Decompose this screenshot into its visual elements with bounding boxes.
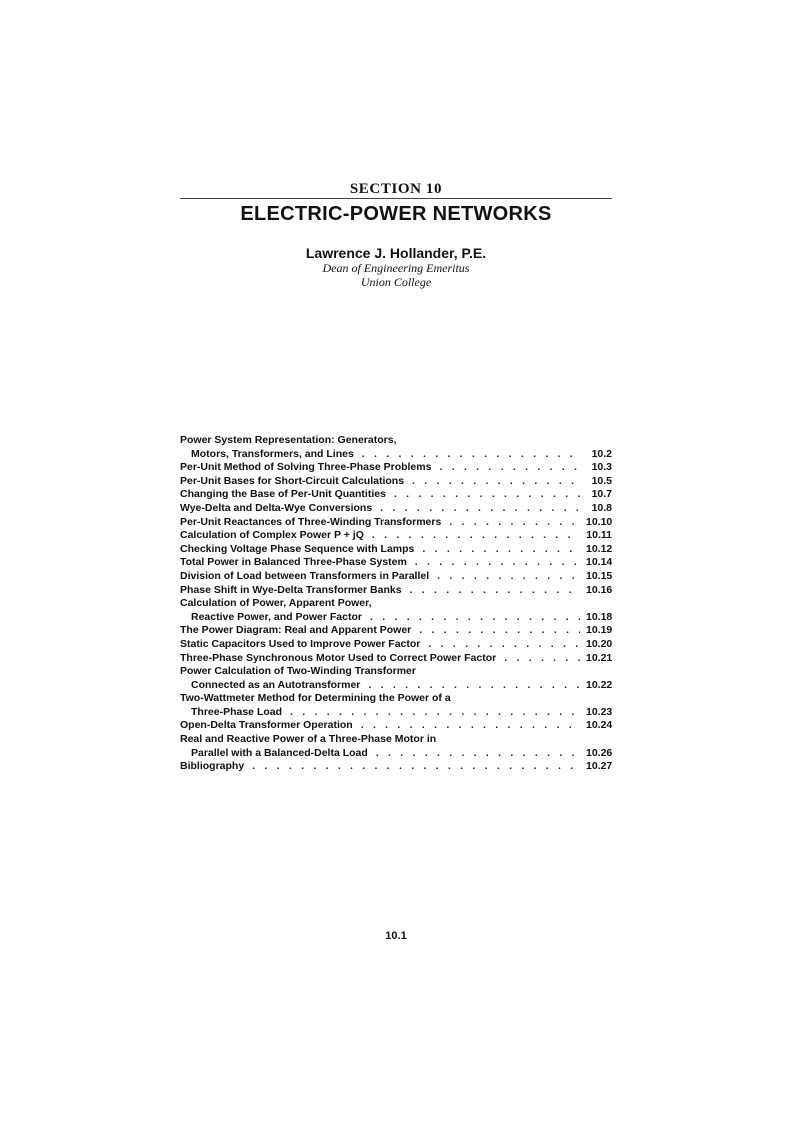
toc-page-number: 10.15 [586,569,613,582]
dot-leader [428,638,580,652]
toc-page-number: 10.11 [586,529,612,542]
author-affiliation-line2: Union College [360,275,432,289]
dot-leader [422,543,580,557]
toc-entry-line-with-page [180,611,612,625]
toc-entry-line [180,434,612,448]
toc-entry[interactable] [180,570,612,584]
toc-entry-line [180,665,612,679]
toc-page-number: 10.27 [586,760,613,773]
section-rule [180,198,612,199]
toc-page-number: 10.19 [586,624,613,637]
toc-entry-title: Total Power in Balanced Three-Phase System [180,556,407,569]
toc-page-number: 10.10 [586,515,613,528]
toc-entry-line-with-page [180,747,612,761]
dot-leader [252,760,580,774]
dot-leader [376,747,580,761]
dot-leader [449,516,580,530]
table-of-contents [180,434,612,774]
toc-entry[interactable] [180,543,612,557]
chapter-title: ELECTRIC-POWER NETWORKS [240,203,552,225]
toc-entry[interactable] [180,597,612,624]
toc-entry-title: Parallel with a Balanced-Delta Load [191,746,368,759]
toc-entry-title: Motors, Transformers, and Lines [191,447,354,460]
page-folio: 10.1 [385,930,407,942]
toc-entry-title: Per-Unit Reactances of Three-Winding Transformers [180,515,442,528]
toc-entry-title: Connected as an Autotransformer [191,678,361,691]
toc-entry[interactable] [180,638,612,652]
toc-entry-title: The Power Diagram: Real and Apparent Power [180,624,412,637]
toc-entry[interactable] [180,434,612,461]
dot-leader [361,719,580,733]
toc-entry-title: Three-Phase Load [191,705,283,718]
toc-entry-line [180,733,612,747]
toc-entry-line-with-page [180,679,612,693]
toc-entry-title: Two-Wattmeter Method for Determining the Power of a [180,692,451,705]
toc-entry-line-with-page [180,719,612,733]
dot-leader [412,475,580,489]
toc-page-number: 10.16 [586,583,613,596]
toc-entry-title: Calculation of Complex Power P + jQ [180,529,364,542]
toc-entry-title: Wye-Delta and Delta-Wye Conversions [180,501,373,514]
toc-entry-line-with-page [180,488,612,502]
toc-entry-title: Static Capacitors Used to Improve Power Factor [180,637,421,650]
toc-entry-title: Reactive Power, and Power Factor [191,610,362,623]
toc-entry-title: Three-Phase Synchronous Motor Used to Correct Power Factor [180,651,497,664]
dot-leader [437,570,580,584]
toc-entry-title: Real and Reactive Power of a Three-Phase Motor in [180,733,437,746]
toc-entry-line [180,597,612,611]
toc-entry-line [180,692,612,706]
toc-page-number: 10.24 [586,719,613,732]
toc-entry[interactable] [180,556,612,570]
toc-entry[interactable] [180,516,612,530]
toc-entry[interactable] [180,475,612,489]
dot-leader [368,679,580,693]
toc-entry-title: Power System Representation: Generators, [180,434,397,446]
dot-leader [370,611,580,625]
toc-entry-line-with-page [180,570,612,584]
toc-page-number: 10.22 [586,678,613,691]
toc-page-number: 10.2 [591,447,612,460]
toc-entry-line-with-page [180,638,612,652]
toc-page-number: 10.23 [586,705,613,718]
toc-entry[interactable] [180,584,612,598]
toc-entry-line-with-page [180,760,612,774]
toc-entry[interactable] [180,529,612,543]
toc-entry-line-with-page [180,624,612,638]
toc-entry-title: Per-Unit Method of Solving Three-Phase Problems [180,461,432,474]
toc-entry-title: Division of Load between Transformers in Parallel [180,569,430,582]
toc-entry-line-with-page [180,461,612,475]
toc-entry-line-with-page [180,516,612,530]
author-name: Lawrence J. Hollander, P.E. [305,245,487,261]
toc-entry[interactable] [180,665,612,692]
toc-page-number: 10.18 [586,610,613,623]
dot-leader [372,529,580,543]
toc-page-number: 10.14 [586,556,613,569]
toc-page-number: 10.7 [591,488,612,501]
toc-entry[interactable] [180,733,612,760]
toc-entry-title: Power Calculation of Two-Winding Transformer [180,665,416,678]
dot-leader [290,706,580,720]
toc-page-number: 10.26 [586,746,613,759]
toc-entry-line-with-page [180,652,612,666]
toc-entry-line-with-page [180,556,612,570]
toc-entry-title: Phase Shift in Wye-Delta Transformer Banks [180,583,402,596]
toc-entry-title: Checking Voltage Phase Sequence with Lamps [180,542,415,555]
toc-page-number: 10.12 [586,542,613,555]
dot-leader [380,502,580,516]
toc-entry-title: Changing the Base of Per-Unit Quantities [180,488,386,501]
toc-page-number: 10.21 [586,651,613,664]
dot-leader [419,624,580,638]
dot-leader [394,488,580,502]
toc-entry-line-with-page [180,448,612,462]
toc-page-number: 10.5 [591,474,612,487]
toc-entry-title: Per-Unit Bases for Short-Circuit Calculations [180,474,405,487]
toc-entry[interactable] [180,692,612,719]
section-label: SECTION 10 [349,181,443,197]
toc-entry-line-with-page [180,706,612,720]
toc-entry-title: Bibliography [180,760,245,773]
toc-entry[interactable] [180,760,612,774]
toc-entry[interactable] [180,461,612,475]
dot-leader [439,461,580,475]
author-affiliation-line1: Dean of Engineering Emeritus [322,261,470,275]
dot-leader [504,652,580,666]
toc-entry[interactable] [180,624,612,638]
toc-entry-line-with-page [180,502,612,516]
toc-entry[interactable] [180,652,612,666]
dot-leader [415,556,580,570]
toc-entry-line-with-page [180,584,612,598]
toc-entry-title: Calculation of Power, Apparent Power, [180,597,372,610]
toc-entry-line-with-page [180,529,612,543]
toc-entry[interactable] [180,488,612,502]
dot-leader [410,584,580,598]
toc-entry-line-with-page [180,543,612,557]
toc-entry-line-with-page [180,475,612,489]
toc-page-number: 10.3 [591,461,612,474]
toc-page-number: 10.20 [586,637,613,650]
dot-leader [362,448,580,462]
toc-entry-title: Open-Delta Transformer Operation [180,719,353,732]
toc-entry[interactable] [180,719,612,733]
toc-page-number: 10.8 [591,501,612,514]
toc-entry[interactable] [180,502,612,516]
